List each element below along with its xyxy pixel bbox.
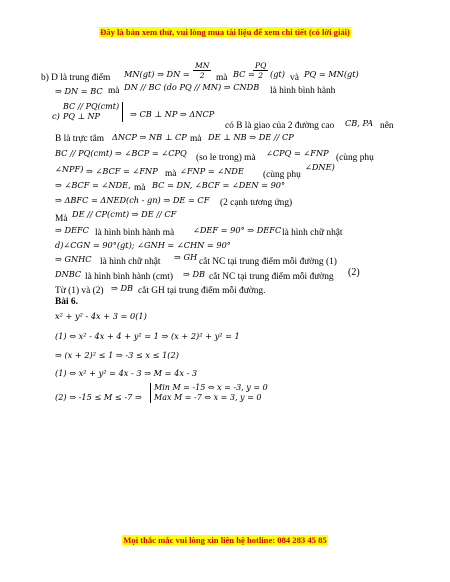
- fraction-mn-2: $\frac{MN}{2}$: [195, 61, 210, 80]
- equation-2: (1) ⇔ x² - 4x + 4 + y² = 1 ⇒ (x + 2)² + y² = 1: [55, 331, 240, 341]
- preview-banner: Đây là bản xem thử, vui lòng mua tài liệu để xem chi tiết (có lời giải): [100, 27, 350, 37]
- fraction-pq-2: $\frac{PQ}{2}$: [255, 61, 267, 80]
- section-heading-bai6: Bài 6.: [55, 297, 78, 307]
- equation-3: ⇒ (x + 2)² ≤ 1 ⇒ -3 ≤ x ≤ 1(2): [55, 350, 179, 360]
- equation-1: x² + y² - 4x + 3 = 0(1): [55, 311, 147, 321]
- min-max-system: Min M = -15 ⇔ x = -3, y = 0 Max M = -7 ⇔ x = 3, y = 0: [150, 383, 268, 403]
- equation-4: (1) ⇔ x² + y² = 4x - 3 ⇒ M = 4x - 3: [55, 368, 198, 378]
- hotline-banner: Mọi thắc mắc vui lòng xin liên hệ hotline: 084 283 45 85: [123, 535, 327, 545]
- system-bracket: BC // PQ(cmt) PQ ⊥ NP: [63, 102, 123, 122]
